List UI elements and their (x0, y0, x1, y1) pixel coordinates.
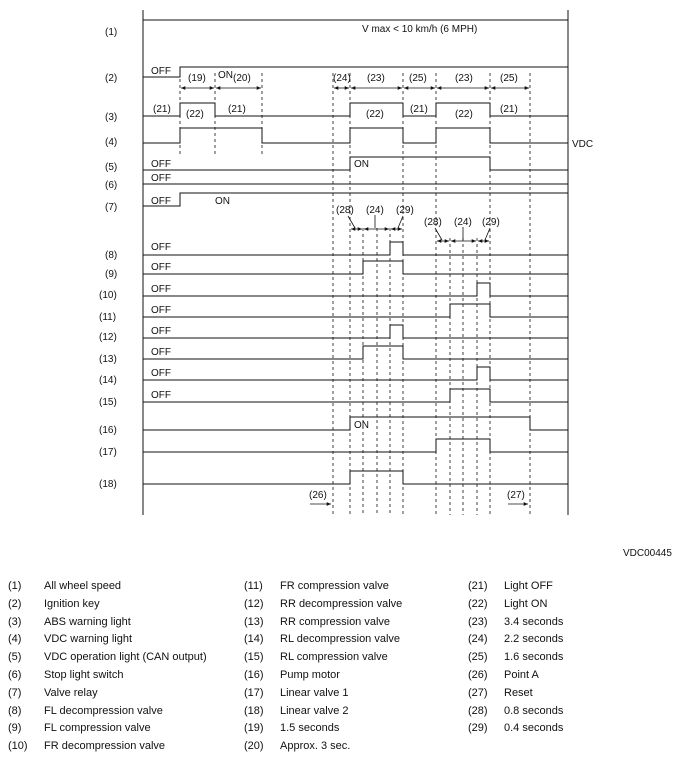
row7-on: ON (215, 196, 230, 207)
mark-25-b: (25) (500, 73, 518, 84)
legend-item (468, 614, 563, 632)
legend-item (468, 685, 563, 703)
row5-on: ON (354, 159, 369, 170)
legend-num: (29) (468, 722, 488, 735)
signal-14-rl-decompression (143, 367, 568, 380)
legend-item (468, 631, 563, 649)
legend-num: (2) (8, 597, 22, 610)
legend-text: FR decompression valve (44, 740, 166, 753)
legend-item (468, 649, 563, 667)
mark-28-a: (28) (336, 205, 354, 216)
legend-num: (24) (468, 633, 488, 646)
vdc-side-label: VDC (572, 139, 594, 150)
legend-item (244, 578, 402, 596)
legend-item (468, 667, 563, 685)
mark-21-a: (21) (153, 104, 171, 115)
legend-text: ABS warning light (44, 615, 131, 628)
legend-column-3 (468, 578, 563, 738)
legend-text: 2.2 seconds (504, 633, 564, 646)
signal-13-rr-compression (143, 346, 568, 359)
legend-num: (17) (244, 686, 264, 699)
legend-item (8, 703, 207, 721)
row11-off: OFF (151, 305, 171, 316)
legend-item (8, 578, 207, 596)
mark-21-b: (21) (228, 104, 246, 115)
legend-text: 1.6 seconds (504, 651, 564, 664)
legend-text: Linear valve 2 (280, 704, 349, 717)
row-label-15: (15) (99, 397, 117, 408)
row-label-13: (13) (99, 354, 117, 365)
legend-num: (23) (468, 615, 488, 628)
signal-9-fl-compression (143, 261, 568, 274)
legend-text: FR compression valve (280, 580, 389, 592)
legend-column-2 (244, 578, 402, 756)
legend-num: (14) (244, 633, 264, 646)
row-label-18: (18) (99, 479, 117, 490)
legend-num: (18) (244, 704, 264, 717)
signal-10-fr-decompression (143, 283, 568, 296)
legend-item (244, 614, 402, 632)
legend-item (244, 649, 402, 667)
legend-text: FL compression valve (44, 722, 151, 735)
signal-4-vdc-warning (143, 128, 568, 143)
legend-num: (15) (244, 651, 264, 664)
row-label-7: (7) (105, 202, 118, 213)
mark-22-a: (22) (186, 109, 204, 120)
legend-num: (13) (244, 615, 264, 628)
row13-off: OFF (151, 347, 171, 358)
legend-num: (7) (8, 686, 22, 699)
legend-num: (22) (468, 597, 488, 610)
row12-off: OFF (151, 326, 171, 337)
legend-text: Pump motor (280, 668, 340, 681)
row-label-3: (3) (105, 112, 118, 123)
mark-29-a: (29) (396, 205, 414, 216)
signal-17-linear-valve-1 (143, 439, 568, 452)
legend-text: Light OFF (504, 580, 553, 592)
row-label-9: (9) (105, 269, 118, 280)
row-label-6: (6) (105, 180, 118, 191)
signal-18-linear-valve-2 (143, 471, 568, 484)
legend-num: (10) (8, 740, 28, 753)
legend-text: 0.8 seconds (504, 704, 564, 717)
legend-num: (1) (8, 580, 22, 592)
mark-24-a: (24) (366, 205, 384, 216)
legend-item (8, 614, 207, 632)
row-label-4: (4) (105, 137, 118, 148)
legend-text: VDC operation light (CAN output) (44, 651, 207, 664)
legend-text: Approx. 3 sec. (280, 740, 351, 753)
legend-item (8, 631, 207, 649)
legend-item (8, 738, 207, 756)
signal-7-valve-relay (143, 193, 568, 206)
legend-item (468, 703, 563, 721)
row-label-12: (12) (99, 332, 117, 343)
mark-25-a: (25) (409, 73, 427, 84)
ignition-on-text: ON (218, 70, 233, 81)
reference-code: VDC00445 (623, 548, 672, 559)
legend-item (8, 596, 207, 614)
row-label-11: (11) (99, 312, 117, 323)
legend-item (244, 596, 402, 614)
legend-num: (11) (244, 580, 263, 592)
mark-29-b: (29) (482, 217, 500, 228)
row-label-17: (17) (99, 447, 117, 458)
row6-off: OFF (151, 173, 171, 184)
speed-note: V max < 10 km/h (6 MPH) (362, 24, 478, 35)
row7-off: OFF (151, 196, 171, 207)
mark-26: (26) (309, 490, 327, 501)
legend-text: FL decompression valve (44, 704, 163, 717)
legend-column-1 (8, 578, 207, 756)
legend-text: Point A (504, 668, 539, 681)
legend-item (8, 649, 207, 667)
mark-19: (19) (188, 73, 206, 84)
legend-text: VDC warning light (44, 633, 133, 646)
legend-text: 3.4 seconds (504, 615, 564, 628)
mark-28-b: (28) (424, 217, 442, 228)
legend-text: RR decompression valve (280, 597, 403, 610)
mark-23-a: (23) (367, 73, 385, 84)
legend-num: (8) (8, 704, 22, 717)
mark-23-b: (23) (455, 73, 473, 84)
legend-item (244, 720, 402, 738)
row8-off: OFF (151, 242, 171, 253)
row-label-2: (2) (105, 73, 118, 84)
signal-12-rr-decompression (143, 325, 568, 338)
ignition-off-text: OFF (151, 66, 171, 77)
row-labels (99, 27, 117, 490)
legend-item (8, 685, 207, 703)
legend-text: RL compression valve (280, 651, 388, 664)
legend-item (244, 631, 402, 649)
row-label-10: (10) (99, 290, 117, 301)
signal-8-fl-decompression (143, 242, 568, 255)
legend-num: (25) (468, 651, 488, 664)
legend-text: 0.4 seconds (504, 722, 564, 735)
legend-num: (6) (8, 668, 22, 681)
legend-num: (19) (244, 722, 264, 735)
row5-off: OFF (151, 159, 171, 170)
mark-21-d: (21) (500, 104, 518, 115)
legend-text: Valve relay (44, 686, 98, 699)
row16-on: ON (354, 420, 369, 431)
legend-item (244, 703, 402, 721)
legend-text: 1.5 seconds (280, 722, 340, 735)
row15-off: OFF (151, 390, 171, 401)
legend-num: (26) (468, 668, 488, 681)
legend-text: Light ON (504, 597, 548, 610)
legend-num: (20) (244, 740, 264, 753)
signal-15-rl-compression (143, 389, 568, 402)
legend-num: (16) (244, 668, 264, 681)
legend-item (468, 720, 563, 738)
legend-num: (27) (468, 686, 488, 699)
mark-21-c: (21) (410, 104, 428, 115)
legend-item (468, 578, 563, 596)
legend-text: All wheel speed (44, 580, 122, 592)
legend-num: (28) (468, 704, 488, 717)
legend-item (468, 596, 563, 614)
legend-text: Ignition key (44, 597, 100, 610)
legend-text: Stop light switch (44, 668, 124, 681)
legend-text: Linear valve 1 (280, 686, 349, 699)
row-label-14: (14) (99, 375, 117, 386)
legend-item (244, 685, 402, 703)
legend-num: (12) (244, 597, 264, 610)
legend-num: (3) (8, 615, 22, 628)
mark-22-c: (22) (455, 109, 473, 120)
legend-item (8, 720, 207, 738)
row-label-16: (16) (99, 425, 117, 436)
row-label-1: (1) (105, 27, 118, 38)
row-label-8: (8) (105, 250, 118, 261)
legend-text: RL decompression valve (280, 633, 401, 646)
row9-off: OFF (151, 262, 171, 273)
row-label-5: (5) (105, 162, 118, 173)
row10-off: OFF (151, 284, 171, 295)
mark-22-b: (22) (366, 109, 384, 120)
legend-num: (9) (8, 722, 22, 735)
signal-11-fr-compression (143, 304, 568, 317)
row14-off: OFF (151, 368, 171, 379)
legend-num: (5) (8, 651, 22, 664)
mark-24-b: (24) (454, 217, 472, 228)
legend-item (244, 667, 402, 685)
mark-27: (27) (507, 490, 525, 501)
legend-text: Reset (504, 686, 533, 699)
mark-24-top: (24) (333, 73, 351, 84)
mark-20: (20) (233, 73, 251, 84)
legend-num: (4) (8, 633, 22, 646)
legend-text: RR compression valve (280, 615, 391, 628)
legend-item (244, 738, 402, 756)
legend-item (8, 667, 207, 685)
legend-num: (21) (468, 580, 488, 592)
